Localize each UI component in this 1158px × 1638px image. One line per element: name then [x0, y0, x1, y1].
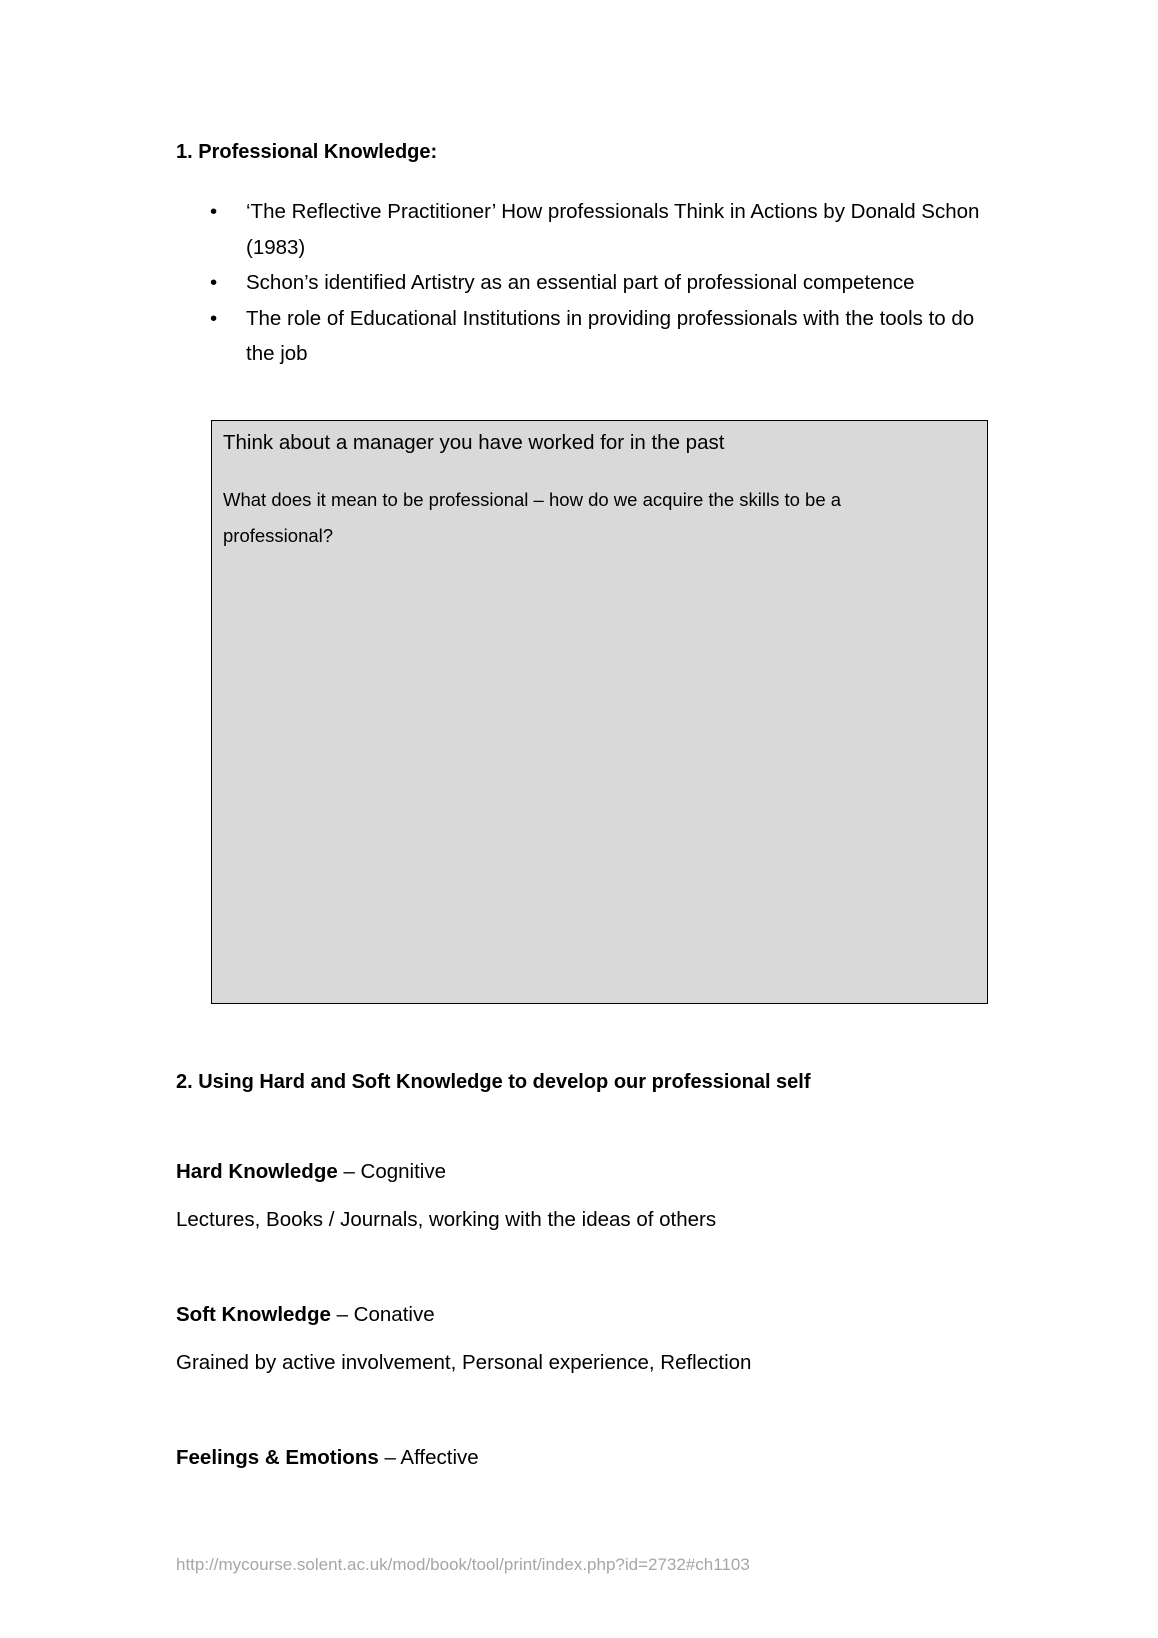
soft-knowledge-description: Grained by active involvement, Personal experience, Reflection: [176, 1351, 752, 1374]
hard-knowledge-term: Hard Knowledge: [176, 1160, 338, 1183]
hard-knowledge-line: [176, 1160, 446, 1184]
soft-knowledge-term: Soft Knowledge: [176, 1303, 331, 1326]
section-2-heading: 2. Using Hard and Soft Knowledge to develop our professional self: [176, 1071, 811, 1093]
bullet-item: [210, 194, 990, 265]
bullet-item: [210, 301, 990, 372]
footer-url: http://mycourse.solent.ac.uk/mod/book/tool/print/index.php?id=2732#ch1103: [176, 1555, 750, 1574]
hard-knowledge-description: Lectures, Books / Journals, working with the ideas of others: [176, 1208, 717, 1231]
bullet-item: [210, 265, 990, 301]
activity-box-title: Think about a manager you have worked for in the past: [223, 431, 725, 454]
section-1-bullet-list: [210, 194, 990, 372]
soft-knowledge-type: – Conative: [330, 1303, 435, 1326]
bullet-marker: •: [210, 306, 218, 330]
hard-knowledge-type: – Cognitive: [337, 1160, 447, 1183]
feelings-emotions-line: [176, 1446, 479, 1470]
activity-box: [211, 420, 988, 1004]
bullet-text: The role of Educational Institutions in providing professionals with the tools to do the job: [246, 306, 975, 365]
soft-knowledge-line: [176, 1303, 435, 1327]
feelings-emotions-type: – Affective: [378, 1446, 479, 1469]
bullet-marker: •: [210, 271, 218, 294]
feelings-emotions-term: Feelings & Emotions: [176, 1446, 379, 1469]
section-1-heading: 1. Professional Knowledge:: [176, 141, 438, 163]
bullet-text: Schon’s identified Artistry as an essential part of professional competence: [246, 271, 915, 294]
bullet-text: ‘The Reflective Practitioner’ How professionals Think in Actions by Donald Schon (1983): [246, 200, 980, 259]
bullet-marker: •: [210, 200, 218, 223]
activity-box-question: What does it mean to be professional – how do we acquire the skills to be a professional?: [223, 489, 842, 546]
